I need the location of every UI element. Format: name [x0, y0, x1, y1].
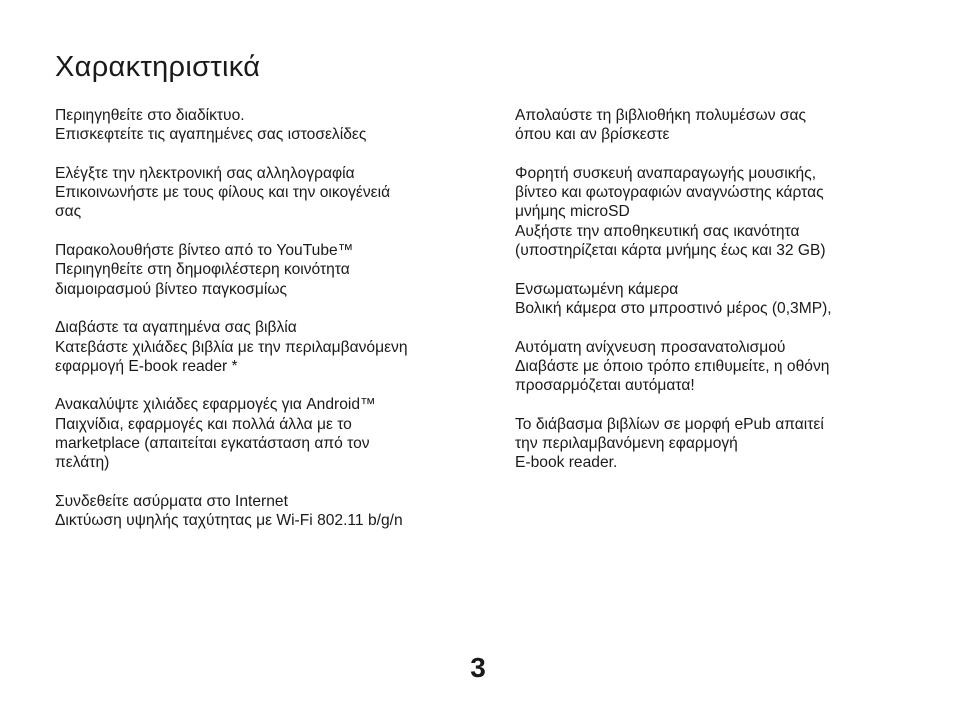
right-column — [515, 106, 905, 492]
feature-block-epub — [515, 415, 905, 473]
feature-line: Παρακολουθήστε βίντεο από το YouTube™ — [55, 242, 354, 260]
feature-line: marketplace (απαιτείται εγκατάσταση από τον — [55, 435, 370, 453]
feature-line: σας — [55, 203, 82, 221]
feature-line: Επικοινωνήστε με τους φίλους και την οικογένειά — [55, 184, 391, 202]
feature-line: Κατεβάστε χιλιάδες βιβλία με την περιλαμβανόμενη — [55, 338, 408, 356]
page-number — [0, 652, 960, 684]
feature-line: Το διάβασμα βιβλίων σε μορφή ePub απαιτεί — [515, 415, 824, 433]
feature-line: Φορητή συσκευή αναπαραγωγής μουσικής, — [515, 164, 817, 182]
feature-block-camera — [515, 280, 905, 319]
left-column — [55, 106, 455, 550]
feature-block-youtube — [55, 241, 455, 299]
feature-line: Ανακαλύψτε χιλιάδες εφαρμογές για Android™ — [55, 396, 376, 414]
feature-block-browse — [55, 106, 455, 145]
feature-line: την περιλαμβανόμενη εφαρμογή — [515, 435, 738, 453]
page-number-text: 3 — [470, 652, 486, 683]
feature-line: Απολαύστε τη βιβλιοθήκη πολυμέσων σας — [515, 107, 807, 124]
feature-line: E-book reader. — [515, 454, 618, 472]
feature-line: βίντεο και φωτογραφιών αναγνώστης κάρτας — [515, 184, 824, 202]
feature-line: μνήμης microSD — [515, 203, 630, 221]
feature-line: Αυτόματη ανίχνευση προσανατολισμού — [515, 338, 786, 356]
feature-line: Περιηγηθείτε στη δημοφιλέστερη κοινότητα — [55, 261, 350, 279]
feature-line: (υποστηρίζεται κάρτα μνήμης έως και 32 GB) — [515, 242, 826, 260]
feature-block-android-apps — [55, 395, 455, 472]
feature-line: Αυξήστε την αποθηκευτική σας ικανότητα — [515, 222, 800, 240]
feature-line: Παιχνίδια, εφαρμογές και πολλά άλλα με το — [55, 415, 352, 433]
feature-line: Συνδεθείτε ασύρματα στο Internet — [55, 492, 288, 510]
feature-line: Επισκεφτείτε τις αγαπημένες σας ιστοσελίδες — [55, 126, 367, 144]
feature-line: Ελέγξτε την ηλεκτρονική σας αλληλογραφία — [55, 164, 355, 182]
feature-line: Δικτύωση υψηλής ταχύτητας με Wi-Fi 802.11 b/g/n — [55, 512, 403, 530]
feature-line: Περιηγηθείτε στο διαδίκτυο. — [55, 107, 245, 124]
feature-line: Διαβάστε με όποιο τρόπο επιθυμείτε, η οθόνη — [515, 357, 830, 375]
feature-block-email — [55, 164, 455, 222]
page-title: Χαρακτηριστικά — [55, 51, 261, 83]
feature-line: εφαρμογή E-book reader * — [55, 357, 238, 375]
feature-line: διαμοιρασμού βίντεο παγκοσμίως — [55, 280, 288, 298]
feature-line: Διαβάστε τα αγαπημένα σας βιβλία — [55, 319, 297, 337]
feature-block-wifi — [55, 492, 455, 531]
feature-line: πελάτη) — [55, 454, 110, 472]
feature-line: Ενσωματωμένη κάμερα — [515, 280, 679, 298]
feature-block-books — [55, 318, 455, 376]
feature-line: προσαρμόζεται αυτόματα! — [515, 377, 695, 395]
feature-line: όπου και αν βρίσκεστε — [515, 126, 670, 144]
feature-block-media-library — [515, 106, 905, 145]
feature-line: Βολική κάμερα στο μπροστινό μέρος (0,3MP), — [515, 299, 832, 317]
feature-block-media-player — [515, 164, 905, 260]
feature-block-orientation — [515, 338, 905, 396]
